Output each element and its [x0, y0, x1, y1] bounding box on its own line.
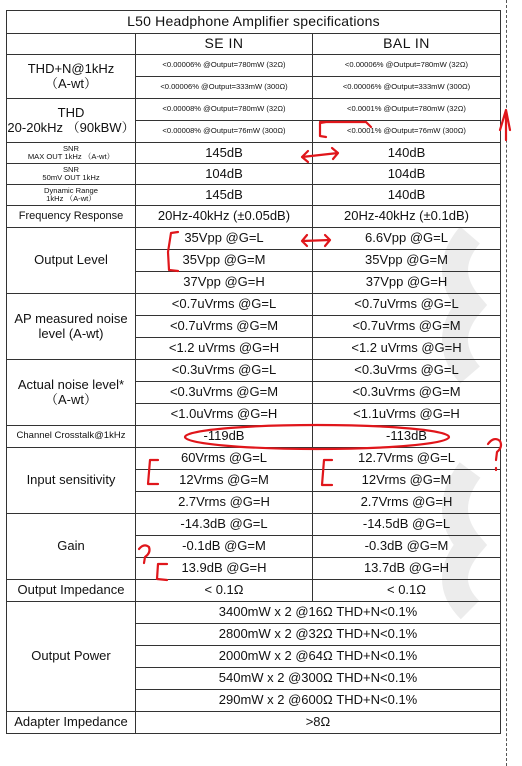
cell-snr-max-bal: 140dB: [313, 143, 501, 164]
cell-thd-bal-2: <0.0001% @Output=76mW (300Ω): [313, 121, 501, 143]
cell-snr-50mv-bal: 104dB: [313, 164, 501, 185]
cell-snr-max-se: 145dB: [136, 143, 313, 164]
cell-crosstalk-se: -119dB: [136, 426, 313, 448]
cell-thd-se-1: <0.00008% @Output=780mW (32Ω): [136, 99, 313, 121]
cell-actual-noise-bal-2: <0.3uVrms @G=M: [313, 382, 501, 404]
cell-input-sensitivity-bal-2: 12Vrms @G=M: [313, 470, 501, 492]
cell-output-level-se-2: 35Vpp @G=M: [136, 250, 313, 272]
cell-output-power-1: 3400mW x 2 @16Ω THD+N<0.1%: [136, 602, 501, 624]
cell-thd-bal-1: <0.0001% @Output=780mW (32Ω): [313, 99, 501, 121]
row-label-input-sensitivity: Input sensitivity: [7, 448, 136, 514]
cell-input-sensitivity-bal-3: 2.7Vrms @G=H: [313, 492, 501, 514]
cell-input-sensitivity-se-3: 2.7Vrms @G=H: [136, 492, 313, 514]
row-label-thdn: THD+N@1kHz （A-wt）: [7, 55, 136, 99]
cell-thdn-se-1: <0.00006% @Output=780mW (32Ω): [136, 55, 313, 77]
thd-margin-arrow-mark: [500, 110, 510, 140]
cell-gain-se-3: 13.9dB @G=H: [136, 558, 313, 580]
cell-gain-se-1: -14.3dB @G=L: [136, 514, 313, 536]
cell-gain-bal-1: -14.5dB @G=L: [313, 514, 501, 536]
cell-input-sensitivity-se-2: 12Vrms @G=M: [136, 470, 313, 492]
row-label-output-power: Output Power: [7, 602, 136, 712]
cell-output-power-3: 2000mW x 2 @64Ω THD+N<0.1%: [136, 646, 501, 668]
table-title: L50 Headphone Amplifier specifications: [7, 11, 501, 34]
spec-table: [6, 10, 501, 734]
row-label-crosstalk: Channel Crosstalk@1kHz: [7, 426, 136, 448]
cell-actual-noise-bal-3: <1.1uVrms @G=H: [313, 404, 501, 426]
cell-dynamic-range-bal: 140dB: [313, 185, 501, 206]
row-label-snr-50mv: SNR 50mV OUT 1kHz: [7, 164, 136, 185]
row-label-output-level: Output Level: [7, 228, 136, 294]
column-header-se: SE IN: [136, 34, 313, 55]
row-label-output-impedance: Output Impedance: [7, 580, 136, 602]
cell-gain-bal-2: -0.3dB @G=M: [313, 536, 501, 558]
cell-ap-noise-bal-3: <1.2 uVrms @G=H: [313, 338, 501, 360]
cell-thdn-bal-2: <0.00006% @Output=333mW (300Ω): [313, 77, 501, 99]
cell-adapter-impedance: >8Ω: [136, 712, 501, 734]
row-label-frequency-response: Frequency Response: [7, 206, 136, 228]
cell-output-power-5: 290mW x 2 @600Ω THD+N<0.1%: [136, 690, 501, 712]
cell-input-sensitivity-se-1: 60Vrms @G=L: [136, 448, 313, 470]
cell-frequency-response-bal: 20Hz-40kHz (±0.1dB): [313, 206, 501, 228]
cell-output-level-se-1: 35Vpp @G=L: [136, 228, 313, 250]
cell-dynamic-range-se: 145dB: [136, 185, 313, 206]
row-label-thd: THD 20-20kHz （90kBW）: [7, 99, 136, 143]
cell-snr-50mv-se: 104dB: [136, 164, 313, 185]
cell-input-sensitivity-bal-1: 12.7Vrms @G=L: [313, 448, 501, 470]
row-label-actual-noise: Actual noise level* （A-wt）: [7, 360, 136, 426]
cell-thdn-se-2: <0.00006% @Output=333mW (300Ω): [136, 77, 313, 99]
cell-ap-noise-se-2: <0.7uVrms @G=M: [136, 316, 313, 338]
row-label-gain: Gain: [7, 514, 136, 580]
cell-gain-se-2: -0.1dB @G=M: [136, 536, 313, 558]
header-blank: [7, 34, 136, 55]
cell-actual-noise-se-1: <0.3uVrms @G=L: [136, 360, 313, 382]
cell-output-impedance-bal: < 0.1Ω: [313, 580, 501, 602]
cell-output-power-2: 2800mW x 2 @32Ω THD+N<0.1%: [136, 624, 501, 646]
cell-gain-bal-3: 13.7dB @G=H: [313, 558, 501, 580]
cell-ap-noise-bal-1: <0.7uVrms @G=L: [313, 294, 501, 316]
row-label-ap-noise: AP measured noise level (A-wt): [7, 294, 136, 360]
cell-thdn-bal-1: <0.00006% @Output=780mW (32Ω): [313, 55, 501, 77]
cell-output-level-bal-3: 37Vpp @G=H: [313, 272, 501, 294]
page-edge-dashed-line: [506, 0, 507, 766]
cell-output-impedance-se: < 0.1Ω: [136, 580, 313, 602]
cell-output-level-bal-1: 6.6Vpp @G=L: [313, 228, 501, 250]
cell-ap-noise-se-3: <1.2 uVrms @G=H: [136, 338, 313, 360]
cell-actual-noise-se-2: <0.3uVrms @G=M: [136, 382, 313, 404]
row-label-adapter-impedance: Adapter Impedance: [7, 712, 136, 734]
cell-ap-noise-bal-2: <0.7uVrms @G=M: [313, 316, 501, 338]
cell-frequency-response-se: 20Hz-40kHz (±0.05dB): [136, 206, 313, 228]
cell-crosstalk-bal: -113dB: [313, 426, 501, 448]
cell-output-power-4: 540mW x 2 @300Ω THD+N<0.1%: [136, 668, 501, 690]
row-label-dynamic-range: Dynamic Range 1kHz （A-wt）: [7, 185, 136, 206]
column-header-bal: BAL IN: [313, 34, 501, 55]
row-label-snr-max: SNR MAX OUT 1kHz （A-wt）: [7, 143, 136, 164]
cell-output-level-bal-2: 35Vpp @G=M: [313, 250, 501, 272]
cell-thd-se-2: <0.00008% @Output=76mW (300Ω): [136, 121, 313, 143]
cell-actual-noise-bal-1: <0.3uVrms @G=L: [313, 360, 501, 382]
cell-ap-noise-se-1: <0.7uVrms @G=L: [136, 294, 313, 316]
cell-output-level-se-3: 37Vpp @G=H: [136, 272, 313, 294]
cell-actual-noise-se-3: <1.0uVrms @G=H: [136, 404, 313, 426]
